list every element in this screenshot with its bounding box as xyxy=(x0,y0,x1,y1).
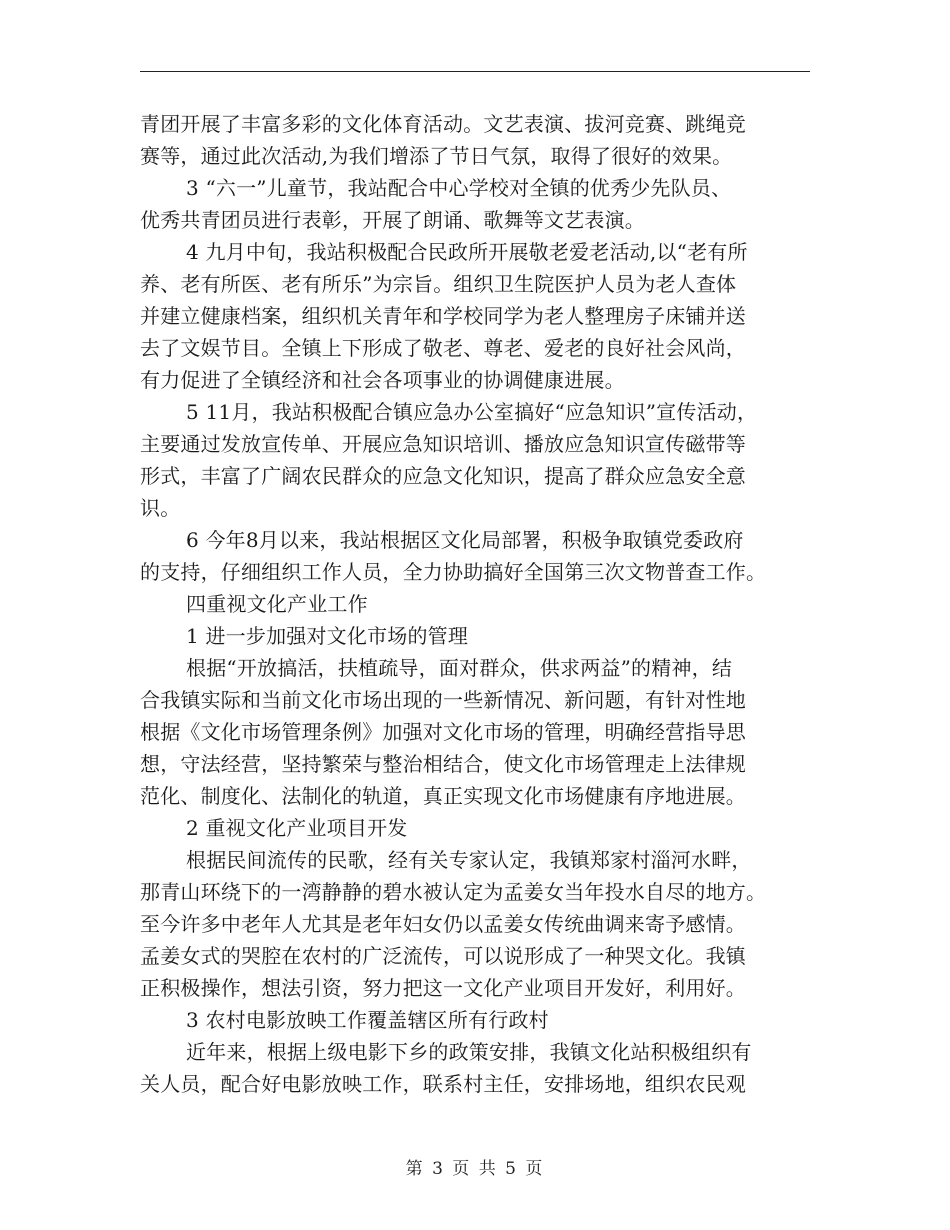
text-line: 合我镇实际和当前文化市场出现的一些新情况、新问题，有针对性地 xyxy=(140,688,746,712)
text-line: 6 今年8月以来，我站根据区文化局部署，积极争取镇党委政府 xyxy=(186,528,744,552)
text-line: 四重视文化产业工作 xyxy=(186,592,368,616)
text-line: 根据《文化市场管理条例》加强对文化市场的管理，明确经营指导思 xyxy=(140,720,746,744)
document-body xyxy=(140,108,812,1100)
text-line: 形式，丰富了广阔农民群众的应急文化知识，提高了群众应急安全意 xyxy=(140,464,746,488)
text-line: 根据“开放搞活，扶植疏导，面对群众，供求两益”的精神，结 xyxy=(186,656,733,680)
text-line: 有力促进了全镇经济和社会各项事业的协调健康进展。 xyxy=(140,368,625,392)
text-line: 孟姜女式的哭腔在农村的广泛流传，可以说形成了一种哭文化。我镇 xyxy=(140,944,746,968)
text-line: 正积极操作，想法引资，努力把这一文化产业项目开发好，利用好。 xyxy=(140,976,746,1000)
text-line: 的支持，仔细组织工作人员，全力协助搞好全国第三次文物普查工作。 xyxy=(140,560,767,584)
text-line: 5 11月，我站积极配合镇应急办公室搞好“应急知识”宣传活动， xyxy=(186,400,758,424)
text-line: 养、老有所医、老有所乐”为宗旨。组织卫生院医护人员为老人查体 xyxy=(140,272,737,296)
text-line: 青团开展了丰富多彩的文化体育活动。文艺表演、拔河竞赛、跳绳竞 xyxy=(140,112,746,136)
text-line: 范化、制度化、法制化的轨道，真正实现文化市场健康有序地进展。 xyxy=(140,784,746,808)
text-line: 那青山环绕下的一湾静静的碧水被认定为孟姜女当年投水自尽的地方。 xyxy=(140,880,767,904)
text-line: 优秀共青团员进行表彰，开展了朗诵、歌舞等文艺表演。 xyxy=(140,208,645,232)
text-line: 近年来，根据上级电影下乡的政策安排，我镇文化站积极组织有 xyxy=(186,1040,752,1064)
text-line: 根据民间流传的民歌，经有关专家认定，我镇郑家村淄河水畔， xyxy=(186,848,752,872)
text-line: 1 进一步加强对文化市场的管理 xyxy=(186,624,469,648)
text-line: 2 重视文化产业项目开发 xyxy=(186,816,408,840)
text-line: 主要通过发放宣传单、开展应急知识培训、播放应急知识宣传磁带等 xyxy=(140,432,746,456)
page-footer: 第 3 页 共 5 页 xyxy=(405,1159,545,1179)
text-line: 识。 xyxy=(140,496,181,520)
text-line: 想，守法经营，坚持繁荣与整治相结合，使文化市场管理走上法律规 xyxy=(140,752,746,776)
text-line: 关人员，配合好电影放映工作，联系村主任，安排场地，组织农民观 xyxy=(140,1072,746,1096)
text-line: 并建立健康档案，组织机关青年和学校同学为老人整理房子床铺并送 xyxy=(140,304,746,328)
text-line: 赛等，通过此次活动,为我们增添了节日气氛，取得了很好的效果。 xyxy=(140,144,733,168)
text-line: 3 “六一”儿童节，我站配合中心学校对全镇的优秀少先队员、 xyxy=(186,176,732,200)
text-line: 4 九月中旬，我站积极配合民政所开展敬老爱老活动,以“老有所 xyxy=(186,240,748,264)
text-line: 去了文娱节目。全镇上下形成了敬老、尊老、爱老的良好社会风尚， xyxy=(140,336,746,360)
text-line: 至今许多中老年人尤其是老年妇女仍以孟姜女传统曲调来寄予感情。 xyxy=(140,912,746,936)
text-line: 3 农村电影放映工作覆盖辖区所有行政村 xyxy=(186,1008,549,1032)
header-rule xyxy=(140,71,810,72)
